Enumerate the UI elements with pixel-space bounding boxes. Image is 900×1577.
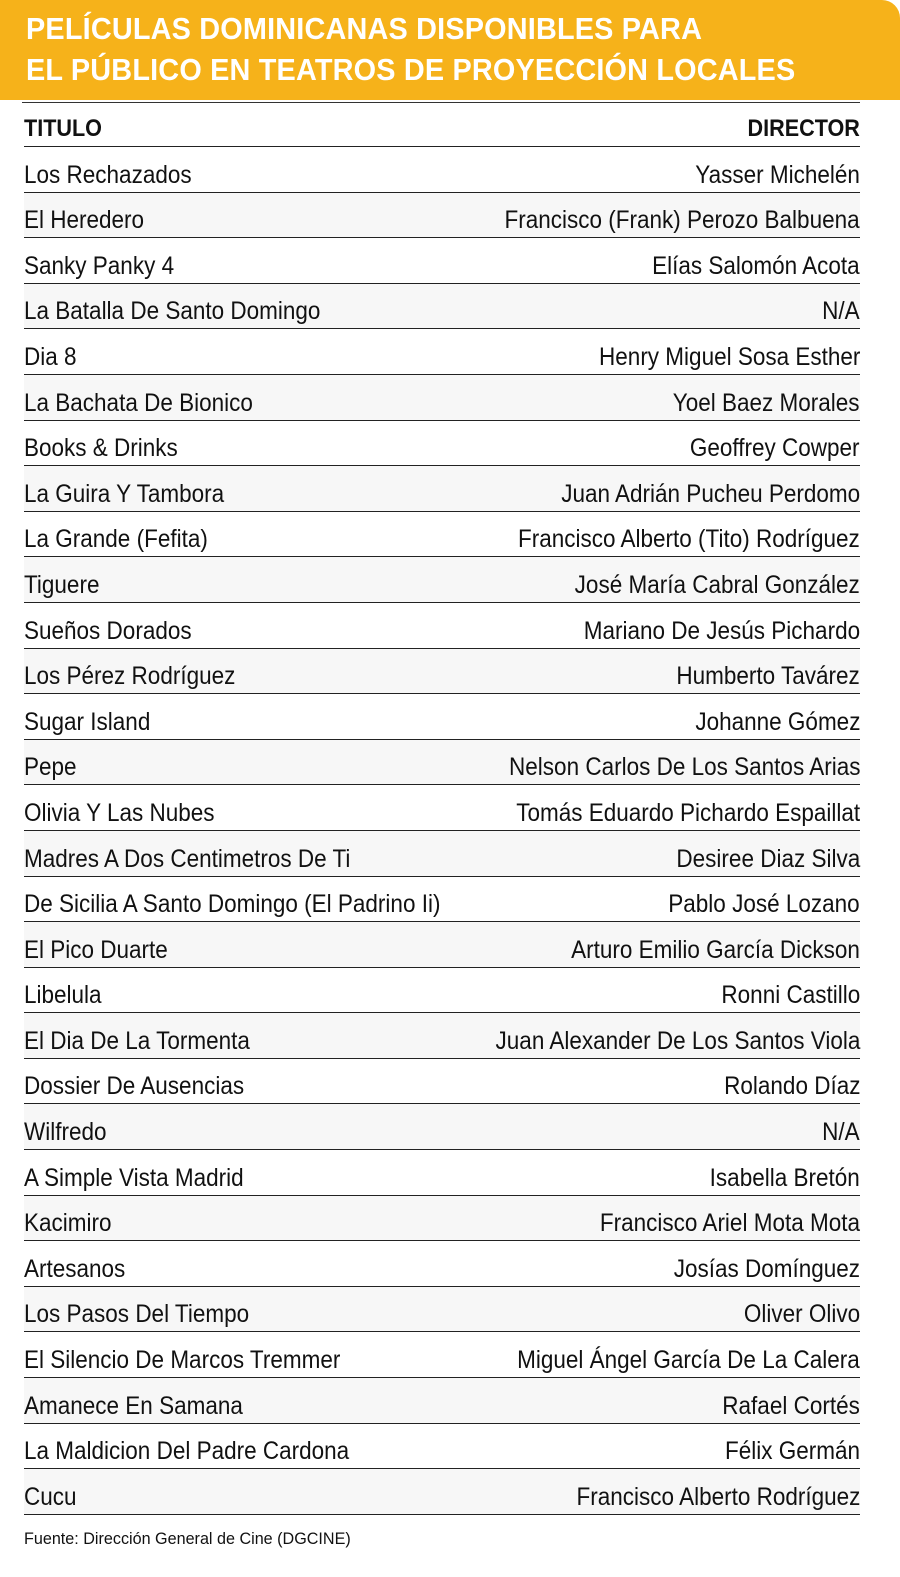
table-row — [24, 1241, 860, 1287]
film-title: El Silencio De Marcos Tremmer — [24, 1346, 341, 1375]
top-divider — [22, 102, 860, 103]
film-title: Pepe — [24, 753, 77, 782]
film-title: La Maldicion Del Padre Cardona — [24, 1437, 350, 1466]
film-director: Tomás Eduardo Pichardo Espaillat — [516, 798, 860, 827]
table-row — [24, 1332, 860, 1378]
film-title: Artesanos — [24, 1254, 126, 1283]
film-title: Wilfredo — [24, 1118, 107, 1147]
film-director: Henry Miguel Sosa Esther — [598, 342, 860, 371]
film-title: Olivia Y Las Nubes — [24, 798, 215, 827]
film-director: N/A — [822, 297, 860, 326]
table-row — [24, 193, 860, 239]
film-title: Dia 8 — [24, 342, 77, 371]
table-row — [24, 968, 860, 1014]
table-row — [24, 1013, 860, 1059]
films-table — [24, 107, 860, 1515]
film-title: Tiguere — [24, 570, 100, 599]
table-row — [24, 1059, 860, 1105]
film-director: Yasser Michelén — [695, 160, 860, 189]
table-row — [24, 1424, 860, 1470]
table-row — [24, 740, 860, 786]
film-title: La Bachata De Bionico — [24, 388, 253, 417]
table-row — [24, 785, 860, 831]
table-row — [24, 147, 860, 193]
film-title: Sueños Dorados — [24, 616, 192, 645]
film-director: Francisco (Frank) Perozo Balbuena — [504, 206, 860, 235]
film-director: Elías Salomón Acota — [652, 251, 860, 280]
film-director: Rafael Cortés — [722, 1391, 860, 1420]
film-director: Juan Alexander De Los Santos Viola — [495, 1026, 860, 1055]
film-title: El Heredero — [24, 206, 145, 235]
table-row — [24, 329, 860, 375]
film-director: Francisco Ariel Mota Mota — [599, 1209, 860, 1238]
film-director: Oliver Olivo — [743, 1300, 860, 1329]
title-banner — [0, 0, 900, 100]
film-director: Josías Domínguez — [673, 1254, 860, 1283]
title-line-2: EL PÚBLICO EN TEATROS DE PROYECCIÓN LOCALES — [26, 52, 796, 87]
film-title: El Pico Duarte — [24, 935, 168, 964]
film-title: De Sicilia A Santo Domingo (El Padrino Ii) — [24, 890, 441, 919]
table-row — [24, 922, 860, 968]
film-director: Isabella Bretón — [709, 1163, 860, 1192]
table-row — [24, 284, 860, 330]
film-title: Cucu — [24, 1482, 77, 1511]
film-title: A Simple Vista Madrid — [24, 1163, 244, 1192]
film-title: Sugar Island — [24, 707, 151, 736]
table-row — [24, 557, 860, 603]
table-row — [24, 603, 860, 649]
film-director: Mariano De Jesús Pichardo — [583, 616, 860, 645]
film-title: Amanece En Samana — [24, 1391, 243, 1420]
film-title: Los Rechazados — [24, 160, 192, 189]
film-director: Rolando Díaz — [723, 1072, 860, 1101]
column-header-director: DIRECTOR — [747, 115, 860, 142]
film-director: N/A — [822, 1118, 860, 1147]
film-director: Humberto Tavárez — [676, 662, 860, 691]
table-header-row — [24, 107, 860, 147]
film-director: Pablo José Lozano — [668, 890, 860, 919]
film-title: Dossier De Ausencias — [24, 1072, 245, 1101]
film-title: Libelula — [24, 981, 102, 1010]
table-row — [24, 877, 860, 923]
film-director: Francisco Alberto Rodríguez — [576, 1482, 860, 1511]
film-title: Los Pasos Del Tiempo — [24, 1300, 250, 1329]
film-title: La Grande (Fefita) — [24, 525, 208, 554]
film-title: Sanky Panky 4 — [24, 251, 175, 280]
film-director: Geoffrey Cowper — [690, 434, 860, 463]
film-director: Yoel Baez Morales — [673, 388, 860, 417]
table-row — [24, 649, 860, 695]
film-title: El Dia De La Tormenta — [24, 1026, 250, 1055]
film-director: Miguel Ángel García De La Calera — [517, 1346, 860, 1375]
table-row — [24, 1469, 860, 1515]
table-row — [24, 375, 860, 421]
film-director: Juan Adrián Pucheu Perdomo — [561, 479, 860, 508]
film-director: Ronni Castillo — [721, 981, 860, 1010]
film-title: La Batalla De Santo Domingo — [24, 297, 321, 326]
film-title: Kacimiro — [24, 1209, 112, 1238]
table-row — [24, 694, 860, 740]
title-line-1: PELÍCULAS DOMINICANAS DISPONIBLES PARA — [26, 11, 703, 46]
film-director: José María Cabral González — [574, 570, 860, 599]
table-row — [24, 1150, 860, 1196]
film-title: Los Pérez Rodríguez — [24, 662, 236, 691]
table-row — [24, 421, 860, 467]
column-header-title: TITULO — [24, 115, 102, 142]
table-row — [24, 238, 860, 284]
table-row — [24, 1378, 860, 1424]
film-director: Nelson Carlos De Los Santos Arias — [508, 753, 860, 782]
film-director: Arturo Emilio García Dickson — [571, 935, 860, 964]
table-row — [24, 466, 860, 512]
table-row — [24, 512, 860, 558]
table-row — [24, 1196, 860, 1242]
table-row — [24, 831, 860, 877]
film-director: Johanne Gómez — [694, 707, 860, 736]
film-director: Desiree Diaz Silva — [676, 844, 860, 873]
film-title: Madres A Dos Centimetros De Ti — [24, 844, 351, 873]
film-title: La Guira Y Tambora — [24, 479, 225, 508]
film-title: Books & Drinks — [24, 434, 178, 463]
film-director: Félix Germán — [724, 1437, 860, 1466]
film-director: Francisco Alberto (Tito) Rodríguez — [518, 525, 860, 554]
source-note: Fuente: Dirección General de Cine (DGCINE) — [24, 1529, 351, 1548]
table-row — [24, 1104, 860, 1150]
table-row — [24, 1287, 860, 1333]
